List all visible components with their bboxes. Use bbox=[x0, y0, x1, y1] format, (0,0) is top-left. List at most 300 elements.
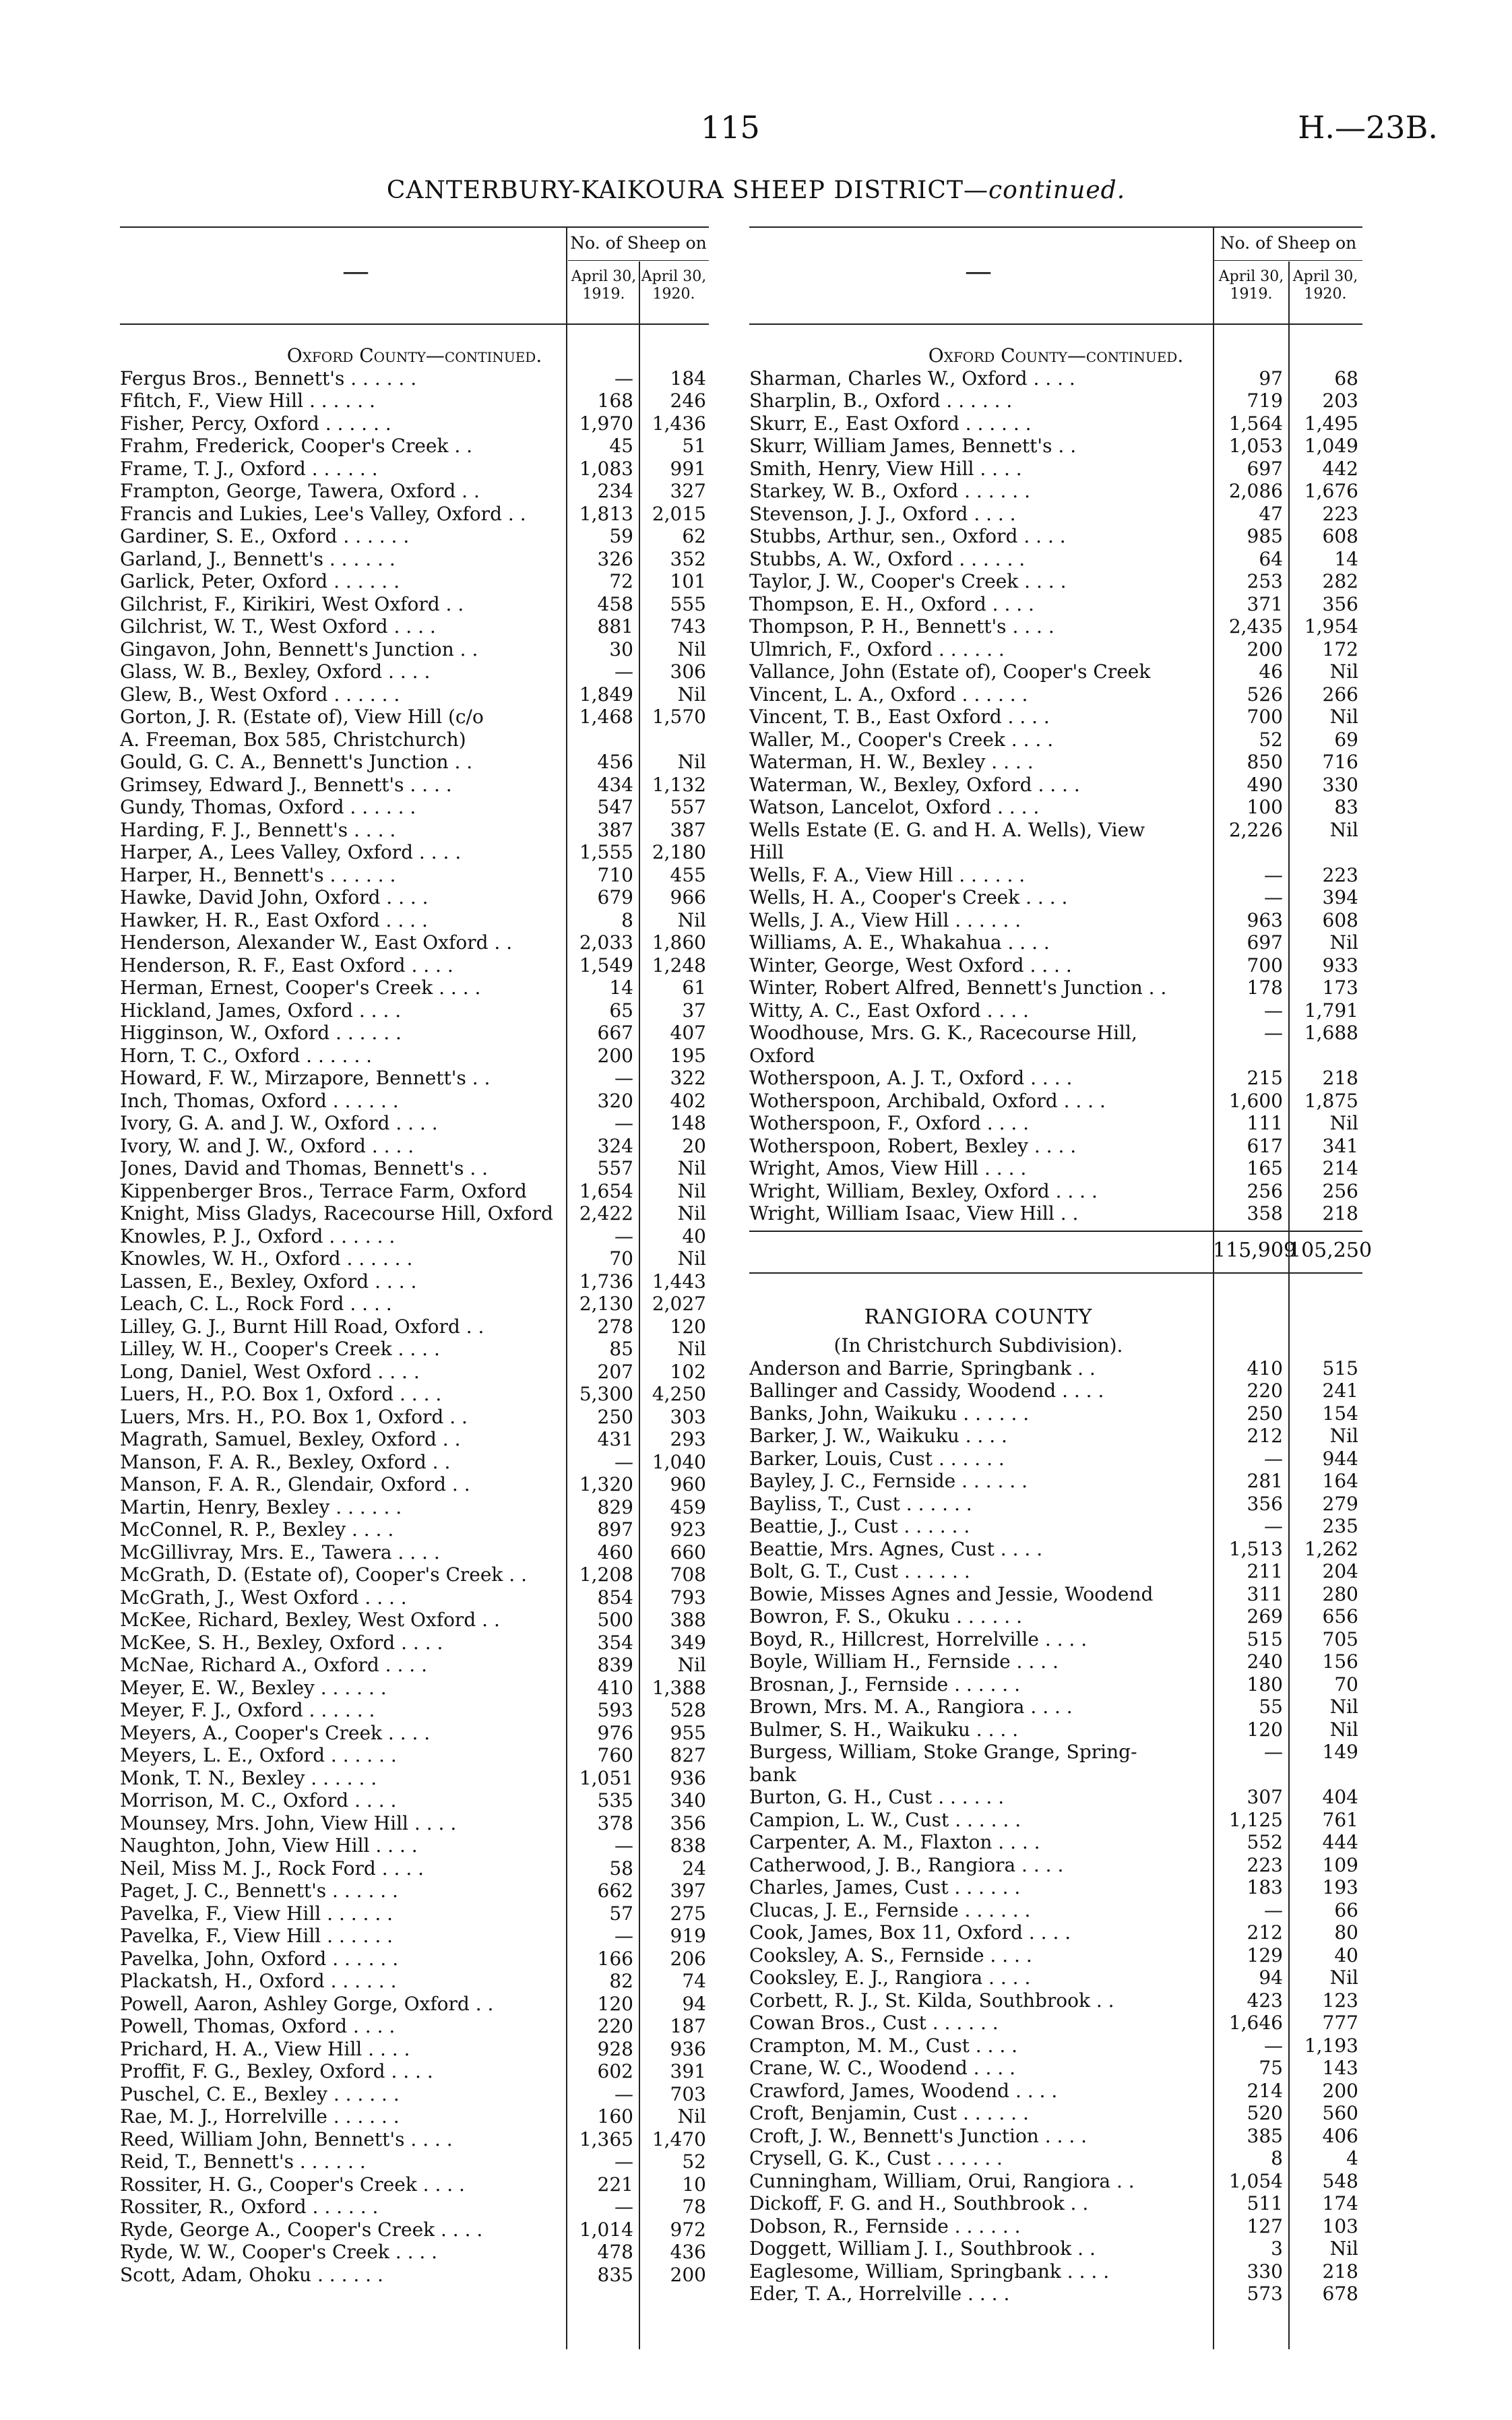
sheep-1919: 311 bbox=[1247, 1582, 1283, 1605]
owner-name: Garland, J., Bennett's . . . . . . bbox=[120, 547, 396, 570]
sheep-1919: 1,564 bbox=[1228, 412, 1283, 435]
owner-name: Wright, William Isaac, View Hill . . bbox=[749, 1202, 1079, 1224]
sheep-1920: 235 bbox=[1322, 1515, 1358, 1537]
table-row bbox=[120, 1902, 709, 1925]
owner-name: Sharplin, B., Oxford . . . . . . bbox=[749, 390, 1013, 412]
table-row bbox=[749, 886, 1362, 909]
owner-name: McNae, Richard A., Oxford . . . . bbox=[120, 1654, 427, 1676]
table-row bbox=[120, 1880, 709, 1902]
owner-name: Bulmer, S. H., Waikuku . . . . bbox=[749, 1718, 1019, 1741]
sheep-1920: 149 bbox=[1322, 1741, 1358, 1763]
total-1919: 115,909 bbox=[1213, 1238, 1297, 1262]
table-row bbox=[749, 706, 1362, 728]
owner-name: Inch, Thomas, Oxford . . . . . . bbox=[120, 1089, 399, 1112]
table-row bbox=[749, 2012, 1362, 2035]
name-column-header: — bbox=[342, 256, 369, 287]
sheep-1919: — bbox=[615, 660, 633, 683]
sheep-1920: 218 bbox=[1322, 1202, 1358, 1224]
owner-name: Monk, T. N., Bexley . . . . . . bbox=[120, 1766, 377, 1789]
table-row bbox=[120, 1428, 709, 1451]
sheep-1920: 459 bbox=[670, 1495, 706, 1518]
table-row bbox=[120, 1157, 709, 1180]
sheep-1919: 710 bbox=[597, 863, 633, 886]
owner-name: Hickland, James, Oxford . . . . bbox=[120, 999, 402, 1022]
owner-name: Manson, F. A. R., Bexley, Oxford . . bbox=[120, 1450, 451, 1473]
table-row bbox=[749, 1966, 1362, 1989]
table-row bbox=[120, 638, 709, 661]
owner-name: Glew, B., West Oxford . . . . . . bbox=[120, 683, 400, 706]
owner-name: Gilchrist, F., Kirikiri, West Oxford . . bbox=[120, 592, 464, 615]
owner-name: Winter, Robert Alfred, Bennett's Junction . . bbox=[749, 976, 1167, 999]
owner-name: Frame, T. J., Oxford . . . . . . bbox=[120, 457, 378, 480]
sheep-1920: 936 bbox=[670, 1766, 706, 1789]
owner-name: McKee, Richard, Bexley, West Oxford . . bbox=[120, 1609, 500, 1631]
sheep-1919: 214 bbox=[1247, 2079, 1283, 2102]
sheep-1920: 37 bbox=[682, 999, 706, 1022]
owner-name: Bowie, Misses Agnes and Jessie, Woodend bbox=[749, 1582, 1154, 1605]
sheep-1920: 340 bbox=[670, 1789, 706, 1811]
sheep-1920: 557 bbox=[670, 796, 706, 818]
sheep-1920: 972 bbox=[670, 2218, 706, 2241]
owner-name: Bayley, J. C., Fernside . . . . . . bbox=[749, 1470, 1028, 1492]
owner-name: Gundy, Thomas, Oxford . . . . . . bbox=[120, 796, 416, 818]
owner-name: Meyers, A., Cooper's Creek . . . . bbox=[120, 1721, 431, 1744]
table-row bbox=[749, 1696, 1362, 1718]
owner-name: Hawker, H. R., East Oxford . . . . bbox=[120, 908, 428, 931]
sheep-1920: 74 bbox=[682, 1970, 706, 1992]
table-row bbox=[120, 1270, 709, 1293]
sheep-1920: 1,954 bbox=[1304, 615, 1358, 638]
table-row bbox=[749, 1357, 1362, 1380]
table-row bbox=[749, 1202, 1362, 1225]
table-row bbox=[120, 683, 709, 706]
sheep-1920: 1,495 bbox=[1304, 412, 1358, 435]
sheep-1919: 410 bbox=[597, 1676, 633, 1699]
owner-name: Clucas, J. E., Fernside . . . . . . bbox=[749, 1898, 1031, 1921]
sheep-1920: 293 bbox=[670, 1428, 706, 1450]
sheep-1920: 1,470 bbox=[652, 2128, 706, 2150]
sheep-1919: 1,014 bbox=[579, 2218, 633, 2241]
owner-name: Frahm, Frederick, Cooper's Creek . . bbox=[120, 435, 473, 457]
sheep-1919: 1,513 bbox=[1228, 1537, 1283, 1560]
sheep-1920: 660 bbox=[670, 1541, 706, 1563]
sheep-1920: 200 bbox=[1322, 2079, 1358, 2102]
sheep-1920: 515 bbox=[1322, 1357, 1358, 1379]
col-1920-header: April 30, 1920. bbox=[641, 268, 707, 303]
table-row bbox=[749, 1809, 1362, 1832]
owner-name: Fergus Bros., Bennett's . . . . . . bbox=[120, 367, 417, 390]
table-row bbox=[120, 548, 709, 571]
sheep-1919: — bbox=[615, 1112, 633, 1134]
sheep-1919: 55 bbox=[1259, 1696, 1283, 1718]
table-row bbox=[120, 1722, 709, 1745]
owner-name: Brosnan, J., Fernside . . . . . . bbox=[749, 1673, 1021, 1696]
table-row bbox=[120, 2150, 709, 2173]
sheep-1920: 174 bbox=[1322, 2192, 1358, 2214]
owner-name: Stevenson, J. J., Oxford . . . . bbox=[749, 502, 1016, 525]
sheep-1920: 223 bbox=[1322, 502, 1358, 525]
table-row bbox=[749, 1673, 1362, 1696]
sheep-1920: Nil bbox=[677, 751, 706, 773]
sheep-1919: 82 bbox=[609, 1970, 633, 1992]
owner-name: Smith, Henry, View Hill . . . . bbox=[749, 457, 1022, 480]
sheep-1919: 928 bbox=[597, 2037, 633, 2060]
sheep-1919: 1,549 bbox=[579, 954, 633, 976]
owner-name: Doggett, William J. I., Southbrook . . bbox=[749, 2237, 1096, 2260]
sheep-1919: — bbox=[1264, 1741, 1283, 1763]
table-row bbox=[120, 999, 709, 1022]
sheep-1920: Nil bbox=[677, 638, 706, 660]
table-row bbox=[120, 1496, 709, 1519]
sheep-1919: 65 bbox=[609, 999, 633, 1022]
sheep-1919: 211 bbox=[1247, 1560, 1283, 1582]
sheep-on-header: No. of Sheep on bbox=[1220, 233, 1357, 253]
table-row bbox=[120, 390, 709, 412]
owner-name: Magrath, Samuel, Bexley, Oxford . . bbox=[120, 1428, 461, 1450]
sheep-1919: 220 bbox=[597, 2015, 633, 2037]
owner-name: Vincent, L. A., Oxford . . . . . . bbox=[749, 683, 1028, 706]
owner-name: McGrath, J., West Oxford . . . . bbox=[120, 1586, 407, 1609]
owner-name: Lilley, W. H., Cooper's Creek . . . . bbox=[120, 1338, 440, 1360]
sheep-1919: — bbox=[1264, 863, 1283, 886]
right-rows bbox=[749, 344, 1373, 2305]
sheep-1920: Nil bbox=[1329, 1112, 1358, 1134]
table-row bbox=[749, 1560, 1362, 1583]
table-row bbox=[749, 954, 1362, 977]
sheep-1919: 281 bbox=[1247, 1470, 1283, 1492]
sheep-1920: 164 bbox=[1322, 1470, 1358, 1492]
sheep-1920: 1,676 bbox=[1304, 480, 1358, 502]
table-row bbox=[749, 480, 1362, 503]
sheep-1920: 1,860 bbox=[652, 931, 706, 954]
owner-name: Bowron, F. S., Okuku . . . . . . bbox=[749, 1605, 1022, 1627]
sheep-1920: 51 bbox=[682, 435, 706, 457]
sheep-1920: 66 bbox=[1334, 1898, 1358, 1921]
sheep-1919: 307 bbox=[1247, 1786, 1283, 1808]
owner-name: McGillivray, Mrs. E., Tawera . . . . bbox=[120, 1541, 440, 1563]
sheep-1919: 250 bbox=[597, 1405, 633, 1428]
owner-name: Brown, Mrs. M. A., Rangiora . . . . bbox=[749, 1696, 1073, 1718]
owner-name: Paget, J. C., Bennett's . . . . . . bbox=[120, 1880, 398, 1902]
owner-name: Gingavon, John, Bennett's Junction . . bbox=[120, 638, 478, 660]
sheep-1920: 322 bbox=[670, 1067, 706, 1089]
sheep-1919: — bbox=[615, 2150, 633, 2173]
table-row bbox=[749, 570, 1362, 593]
table-row bbox=[120, 1045, 709, 1067]
sheep-1920: 919 bbox=[670, 1925, 706, 1947]
table-row bbox=[749, 1741, 1362, 1764]
table-row bbox=[120, 1338, 709, 1361]
sheep-1919: 165 bbox=[1247, 1157, 1283, 1179]
owner-name: Ulmrich, F., Oxford . . . . . . bbox=[749, 638, 1005, 660]
table-row bbox=[120, 1925, 709, 1948]
table-row bbox=[749, 751, 1362, 774]
sheep-1920: 156 bbox=[1322, 1650, 1358, 1673]
owner-name: Stubbs, A. W., Oxford . . . . . . bbox=[749, 547, 1026, 570]
sheep-1919: 829 bbox=[597, 1495, 633, 1518]
sheep-1920: 143 bbox=[1322, 2057, 1358, 2079]
page-number: 115 bbox=[701, 109, 760, 146]
table-row bbox=[120, 1699, 709, 1722]
sheep-1920: 356 bbox=[1322, 592, 1358, 615]
sheep-1919: 1,320 bbox=[579, 1473, 633, 1495]
sheep-1920: 68 bbox=[1334, 367, 1358, 390]
owner-name: Harper, H., Bennett's . . . . . . bbox=[120, 863, 396, 886]
owner-name: Gilchrist, W. T., West Oxford . . . . bbox=[120, 615, 436, 638]
sheep-1920: 678 bbox=[1322, 2283, 1358, 2305]
sheep-1919: 573 bbox=[1247, 2283, 1283, 2305]
table-row bbox=[749, 728, 1362, 751]
sheep-1920: 991 bbox=[670, 457, 706, 480]
sheep-1919: 371 bbox=[1247, 592, 1283, 615]
owner-name: Starkey, W. B., Oxford . . . . . . bbox=[749, 480, 1030, 502]
owner-name: Harper, A., Lees Valley, Oxford . . . . bbox=[120, 841, 462, 863]
table-row bbox=[120, 1247, 709, 1270]
owner-name: Ffitch, F., View Hill . . . . . . bbox=[120, 390, 375, 412]
sheep-1920: 52 bbox=[682, 2150, 706, 2173]
owner-name: Francis and Lukies, Lee's Valley, Oxford . . bbox=[120, 502, 526, 525]
sheep-1919: 1,736 bbox=[579, 1270, 633, 1293]
sheep-1919: 160 bbox=[597, 2105, 633, 2128]
sheep-1919: 526 bbox=[1247, 683, 1283, 706]
owner-name: Williams, A. E., Whakahua . . . . bbox=[749, 931, 1050, 954]
table-row bbox=[120, 1067, 709, 1090]
table-row bbox=[120, 2219, 709, 2241]
owner-name: Bolt, G. T., Cust . . . . . . bbox=[749, 1560, 970, 1582]
table-row bbox=[749, 2080, 1362, 2103]
sheep-1919: 8 bbox=[621, 908, 633, 931]
table-row bbox=[749, 660, 1362, 683]
sheep-1919: — bbox=[1264, 999, 1283, 1022]
owner-name: Vincent, T. B., East Oxford . . . . bbox=[749, 706, 1050, 728]
sheep-1919: 602 bbox=[597, 2060, 633, 2082]
sheep-1920: 2,180 bbox=[652, 841, 706, 863]
table-row bbox=[120, 954, 709, 977]
sheep-1919: 697 bbox=[1247, 457, 1283, 480]
owner-name: Hill bbox=[749, 841, 784, 863]
owner-name: A. Freeman, Box 585, Christchurch) bbox=[120, 728, 466, 751]
sheep-1920: 123 bbox=[1322, 1989, 1358, 2012]
owner-name: Skurr, E., East Oxford . . . . . . bbox=[749, 412, 1032, 435]
owner-name: Gould, G. C. A., Bennett's Junction . . bbox=[120, 751, 473, 773]
table-row bbox=[120, 1767, 709, 1790]
sheep-1919: 1,646 bbox=[1228, 2012, 1283, 2034]
table-row bbox=[120, 886, 709, 909]
owner-name: Neil, Miss M. J., Rock Ford . . . . bbox=[120, 1857, 424, 1880]
sheep-1920: 223 bbox=[1322, 863, 1358, 886]
sheep-1920: 966 bbox=[670, 886, 706, 908]
name-column-header: — bbox=[965, 256, 992, 287]
owner-name: Catherwood, J. B., Rangiora . . . . bbox=[749, 1853, 1064, 1876]
table-row bbox=[120, 2196, 709, 2219]
sheep-1919: 127 bbox=[1247, 2214, 1283, 2237]
owner-name: Scott, Adam, Ohoku . . . . . . bbox=[120, 2263, 383, 2286]
sheep-1920: 1,791 bbox=[1304, 999, 1358, 1022]
table-row bbox=[120, 1406, 709, 1429]
table-row bbox=[749, 2283, 1362, 2305]
sheep-1919: 697 bbox=[1247, 931, 1283, 954]
sheep-1920: 279 bbox=[1322, 1492, 1358, 1515]
owner-name: Woodhouse, Mrs. G. K., Racecourse Hill, bbox=[749, 1022, 1137, 1044]
sheep-1919: 52 bbox=[1259, 728, 1283, 751]
owner-name: Grimsey, Edward J., Bennett's . . . . bbox=[120, 773, 452, 796]
table-row bbox=[120, 976, 709, 999]
table-row bbox=[749, 1583, 1362, 1606]
table-row bbox=[749, 999, 1362, 1022]
table-row bbox=[749, 909, 1362, 932]
table-row bbox=[120, 2083, 709, 2106]
table-row bbox=[120, 1789, 709, 1812]
table-row bbox=[120, 1834, 709, 1857]
sheep-1919: 985 bbox=[1247, 525, 1283, 547]
sheep-1920: 200 bbox=[670, 2263, 706, 2286]
owner-name: Herman, Ernest, Cooper's Creek . . . . bbox=[120, 976, 481, 999]
table-row bbox=[120, 1948, 709, 1971]
table-row bbox=[120, 1632, 709, 1654]
table-row bbox=[120, 706, 709, 728]
sheep-1919: — bbox=[615, 1925, 633, 1947]
owner-name: Naughton, John, View Hill . . . . bbox=[120, 1834, 418, 1857]
sheep-1919: 120 bbox=[597, 1992, 633, 2015]
sheep-1919: 456 bbox=[597, 751, 633, 773]
sheep-1920: 1,040 bbox=[652, 1450, 706, 1473]
owner-name: Vallance, John (Estate of), Cooper's Creek bbox=[749, 660, 1151, 683]
sheep-1920: 955 bbox=[670, 1721, 706, 1744]
table-row bbox=[120, 1654, 709, 1677]
table-row bbox=[749, 864, 1362, 887]
owner-name: Crampton, M. M., Cust . . . . bbox=[749, 2034, 1018, 2057]
table-row bbox=[749, 412, 1362, 435]
owner-name: Luers, H., P.O. Box 1, Oxford . . . . bbox=[120, 1383, 442, 1405]
sheep-1919: 535 bbox=[597, 1789, 633, 1811]
owner-name: Gardiner, S. E., Oxford . . . . . . bbox=[120, 525, 410, 547]
table-row bbox=[120, 615, 709, 638]
table-row bbox=[749, 458, 1362, 480]
sheep-1920: 218 bbox=[1322, 1067, 1358, 1089]
sheep-1920: Nil bbox=[677, 908, 706, 931]
sheep-1920: 705 bbox=[1322, 1627, 1358, 1650]
sheep-1919: — bbox=[1264, 1515, 1283, 1537]
sheep-1919: 5,300 bbox=[579, 1383, 633, 1405]
sheep-1920: 14 bbox=[1334, 547, 1358, 570]
table-row bbox=[120, 819, 709, 842]
owner-name: Banks, John, Waikuku . . . . . . bbox=[749, 1402, 1030, 1425]
total-1920: 105,250 bbox=[1288, 1238, 1373, 1262]
sheep-1920: 656 bbox=[1322, 1605, 1358, 1627]
table-row bbox=[749, 1944, 1362, 1967]
owner-name: Puschel, C. E., Bexley . . . . . . bbox=[120, 2082, 400, 2105]
table-row bbox=[749, 1764, 1362, 1787]
owner-name: Glass, W. B., Bexley, Oxford . . . . bbox=[120, 660, 431, 683]
owner-name: Rossiter, H. G., Cooper's Creek . . . . bbox=[120, 2173, 465, 2196]
sheep-1920: 402 bbox=[670, 1089, 706, 1112]
table-header bbox=[120, 226, 709, 325]
table-row bbox=[749, 593, 1362, 616]
owner-name: Carpenter, A. M., Flaxton . . . . bbox=[749, 1831, 1040, 1853]
table-row bbox=[120, 412, 709, 435]
sheep-1919: 100 bbox=[1247, 796, 1283, 818]
sheep-1920: 275 bbox=[670, 1902, 706, 1925]
col-1920-header: April 30, 1920. bbox=[1292, 268, 1358, 303]
sheep-1920: Nil bbox=[677, 683, 706, 706]
sheep-1920: Nil bbox=[1329, 2237, 1358, 2260]
table-row bbox=[120, 480, 709, 503]
table-row bbox=[120, 1744, 709, 1767]
sheep-1920: 1,193 bbox=[1304, 2034, 1358, 2057]
sheep-1920: 204 bbox=[1322, 1560, 1358, 1582]
table-row bbox=[749, 2237, 1362, 2260]
sheep-1920: 101 bbox=[670, 570, 706, 592]
owner-name: Horn, T. C., Oxford . . . . . . bbox=[120, 1044, 373, 1067]
sheep-1919: 662 bbox=[597, 1880, 633, 1902]
table-row bbox=[120, 1180, 709, 1203]
sheep-1919: 490 bbox=[1247, 773, 1283, 796]
table-row bbox=[749, 1876, 1362, 1899]
sheep-1919: 70 bbox=[609, 1247, 633, 1270]
sheep-1919: 552 bbox=[1247, 1831, 1283, 1853]
sheep-1919: 8 bbox=[1271, 2147, 1283, 2169]
owner-name: McConnel, R. P., Bexley . . . . bbox=[120, 1518, 394, 1541]
table-row bbox=[749, 548, 1362, 571]
sheep-1920: 387 bbox=[670, 818, 706, 841]
sheep-1919: 64 bbox=[1259, 547, 1283, 570]
table-row bbox=[120, 1383, 709, 1406]
sheep-1919: 434 bbox=[597, 773, 633, 796]
table-row bbox=[120, 660, 709, 683]
owner-name: Thompson, P. H., Bennett's . . . . bbox=[749, 615, 1054, 638]
owner-name: Dobson, R., Fernside . . . . . . bbox=[749, 2214, 1021, 2237]
table-row bbox=[749, 2035, 1362, 2057]
sheep-1919: 46 bbox=[1259, 660, 1283, 683]
sheep-1920: 608 bbox=[1322, 525, 1358, 547]
sheep-1920: 246 bbox=[670, 390, 706, 412]
owner-name: Waterman, H. W., Bexley . . . . bbox=[749, 751, 1034, 773]
sheep-1919: — bbox=[615, 367, 633, 390]
sheep-1919: 963 bbox=[1247, 908, 1283, 931]
table-row bbox=[749, 2260, 1362, 2283]
owner-name: McKee, S. H., Bexley, Oxford . . . . bbox=[120, 1631, 443, 1654]
table-row bbox=[120, 2060, 709, 2083]
owner-name: Dickoff, F. G. and H., Southbrook . . bbox=[749, 2192, 1089, 2214]
owner-name: Wotherspoon, A. J. T., Oxford . . . . bbox=[749, 1067, 1073, 1089]
owner-name: Ballinger and Cassidy, Woodend . . . . bbox=[749, 1379, 1104, 1402]
table-row bbox=[120, 1563, 709, 1586]
sheep-1920: 936 bbox=[670, 2037, 706, 2060]
sheep-1919: 881 bbox=[597, 615, 633, 638]
sheep-1920: 356 bbox=[670, 1811, 706, 1834]
owner-name: Witty, A. C., East Oxford . . . . bbox=[749, 999, 1029, 1022]
sheep-1920: 154 bbox=[1322, 1402, 1358, 1425]
owner-name: Pavelka, John, Oxford . . . . . . bbox=[120, 1947, 399, 1970]
owner-name: Campion, L. W., Cust . . . . . . bbox=[749, 1808, 1021, 1831]
sheep-1920: 120 bbox=[670, 1315, 706, 1338]
table-row bbox=[120, 841, 709, 864]
sheep-1920: 206 bbox=[670, 1947, 706, 1970]
owner-name: Howard, F. W., Mirzapore, Bennett's . . bbox=[120, 1067, 491, 1089]
table-row bbox=[120, 1112, 709, 1135]
sheep-1920: 61 bbox=[682, 976, 706, 999]
sheep-1919: 166 bbox=[597, 1947, 633, 1970]
owner-name: Meyer, F. J., Oxford . . . . . . bbox=[120, 1699, 375, 1721]
sheep-1920: Nil bbox=[1329, 931, 1358, 954]
owner-name: Jones, David and Thomas, Bennett's . . bbox=[120, 1157, 489, 1179]
sheep-1919: 240 bbox=[1247, 1650, 1283, 1673]
sheep-1920: 40 bbox=[1334, 1944, 1358, 1966]
table-row bbox=[749, 1718, 1362, 1741]
table-row bbox=[749, 2170, 1362, 2193]
table-row bbox=[749, 1470, 1362, 1493]
sheep-1920: 24 bbox=[682, 1857, 706, 1880]
